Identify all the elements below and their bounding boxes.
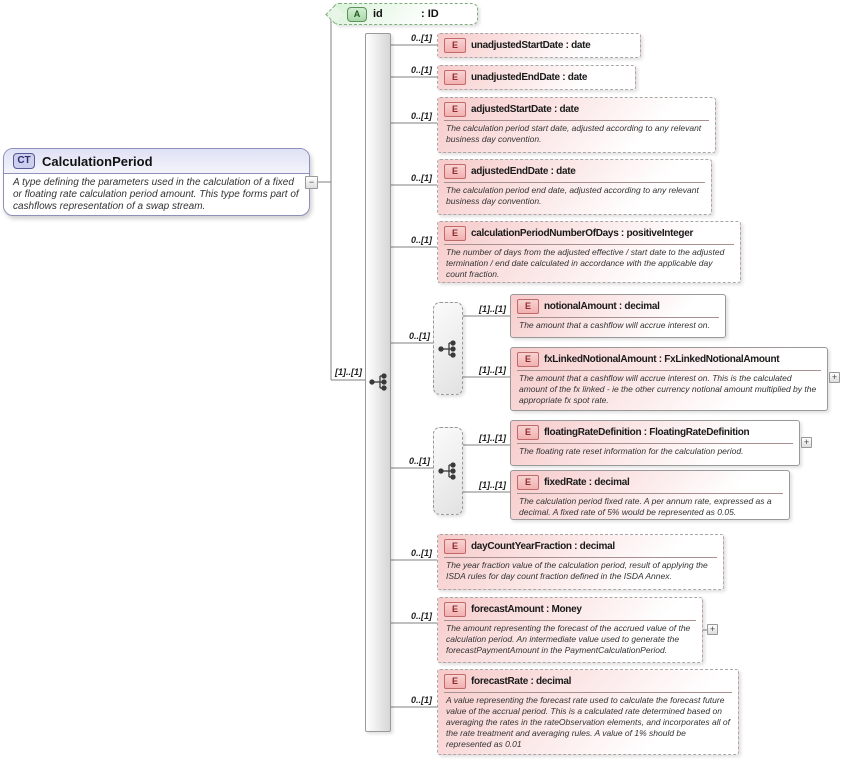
element-dayCountYearFraction[interactable]	[437, 534, 724, 590]
cardinality-label: [1]..[1]	[335, 367, 362, 377]
element-title: fixedRate : decimal	[544, 476, 630, 488]
complex-type-header	[4, 149, 309, 174]
element-icon: E	[517, 475, 539, 490]
element-icon: E	[444, 539, 466, 554]
cardinality-label: 0..[1]	[410, 65, 432, 75]
sequence-group-bar[interactable]	[365, 33, 391, 732]
attribute-icon: A	[347, 7, 367, 22]
element-title: floatingRateDefinition : FloatingRateDefinition	[544, 426, 750, 438]
complex-type-annotation: A type defining the parameters used in the calculation of a fixed or floating rate calculation period amount. This type forms part of cashflows representation of a swap stream.	[13, 177, 299, 212]
element-icon: E	[444, 674, 466, 689]
element-icon: E	[517, 425, 539, 440]
sequence-icon	[368, 372, 390, 392]
cardinality-label: [1]..[1]	[479, 480, 506, 490]
element-fxLinkedNotionalAmount[interactable]	[510, 347, 828, 411]
element-title: forecastRate : decimal	[471, 675, 572, 687]
element-icon: E	[444, 602, 466, 617]
cardinality-label: 0..[1]	[408, 331, 430, 341]
element-icon: E	[444, 38, 466, 53]
element-icon: E	[444, 226, 466, 241]
cardinality-label: 0..[1]	[410, 173, 432, 183]
element-title: calculationPeriodNumberOfDays : positiveInteger	[471, 227, 694, 239]
element-title: notionalAmount : decimal	[544, 300, 660, 312]
cardinality-label: [1]..[1]	[479, 433, 506, 443]
expand-button-fxLinkedNotionalAmount[interactable]: +	[829, 372, 840, 383]
attribute-id[interactable]	[333, 3, 478, 25]
element-icon: E	[517, 352, 539, 367]
complex-type-calculationperiod[interactable]	[3, 148, 310, 216]
element-icon: E	[444, 70, 466, 85]
collapse-button-calculationperiod[interactable]: −	[305, 176, 318, 189]
expand-button-floatingRateDefinition[interactable]: +	[801, 437, 812, 448]
element-title: fxLinkedNotionalAmount : FxLinkedNotionalAmount	[544, 353, 780, 365]
element-icon: E	[517, 299, 539, 314]
cardinality-label: 0..[1]	[410, 695, 432, 705]
choice-group-rate[interactable]	[433, 427, 463, 515]
cardinality-label: [1]..[1]	[479, 365, 506, 375]
cardinality-label: 0..[1]	[410, 548, 432, 558]
complex-type-icon: CT	[13, 153, 35, 169]
cardinality-label: 0..[1]	[408, 456, 430, 466]
cardinality-label: 0..[1]	[410, 235, 432, 245]
element-icon: E	[444, 164, 466, 179]
element-annotation: The calculation period start date, adjusted according to any relevant business day convention.	[444, 120, 709, 148]
element-title: forecastAmount : Money	[471, 603, 582, 615]
element-adjustedEndDate[interactable]	[437, 159, 712, 215]
element-title: adjustedEndDate : date	[471, 165, 576, 177]
element-annotation: The amount that a cashflow will accrue interest on. This is the calculated amount of the fx linked - ie the other currency notional amount multiplied by the appropriate fx spot rate.	[517, 370, 821, 409]
element-title: unadjustedStartDate : date	[471, 40, 591, 51]
choice-icon	[437, 339, 459, 359]
element-icon: E	[444, 102, 466, 117]
cardinality-label: [1]..[1]	[479, 304, 506, 314]
element-fixedRate[interactable]	[510, 470, 790, 520]
element-unadjustedEndDate[interactable]	[437, 65, 636, 90]
cardinality-label: 0..[1]	[410, 611, 432, 621]
element-title: dayCountYearFraction : decimal	[471, 540, 615, 552]
element-notionalAmount[interactable]	[510, 294, 726, 338]
element-title: unadjustedEndDate : date	[471, 72, 588, 83]
element-annotation: The amount that a cashflow will accrue interest on.	[517, 317, 719, 334]
attribute-type: : ID	[421, 8, 439, 20]
choice-group-notional[interactable]	[433, 302, 463, 395]
element-annotation: The number of days from the adjusted effective / start date to the adjusted termination / end date calculated in accordance with the applicable day count fraction.	[444, 244, 734, 283]
element-floatingRateDefinition[interactable]	[510, 420, 800, 466]
element-forecastAmount[interactable]	[437, 597, 703, 663]
element-annotation: The year fraction value of the calculation period, result of applying the ISDA rules for day count fraction defined in the ISDA Annex.	[444, 557, 717, 585]
choice-icon	[437, 461, 459, 481]
element-title: adjustedStartDate : date	[471, 103, 579, 115]
complex-type-title: CalculationPeriod	[42, 153, 153, 169]
expand-button-forecastAmount[interactable]: +	[707, 624, 718, 635]
attribute-name: id	[373, 8, 383, 20]
element-annotation: The calculation period end date, adjusted according to any relevant business day convention.	[444, 182, 705, 210]
element-unadjustedStartDate[interactable]	[437, 33, 641, 58]
element-annotation: A value representing the forecast rate used to calculate the forecast future value of the accrual period. This is a calculated rate determined based on averaging the rates in the rateObservation elements, and incorporates all of the rate treatment and averaging rules. A value of 1% should be represented as 0.01	[444, 692, 732, 752]
element-adjustedStartDate[interactable]	[437, 97, 716, 153]
cardinality-label: 0..[1]	[410, 111, 432, 121]
element-annotation: The floating rate reset information for the calculation period.	[517, 443, 793, 460]
element-calculationPeriodNumberOfDays[interactable]	[437, 221, 741, 283]
element-annotation: The amount representing the forecast of the accrued value of the calculation period. An intermediate value used to generate the forecastPaymentAmount in the PaymentCalculationPeriod.	[444, 620, 696, 659]
cardinality-label: 0..[1]	[410, 33, 432, 43]
element-annotation: The calculation period fixed rate. A per annum rate, expressed as a decimal. A fixed rate of 5% would be represented as 0.05.	[517, 493, 783, 520]
element-forecastRate[interactable]	[437, 669, 739, 755]
